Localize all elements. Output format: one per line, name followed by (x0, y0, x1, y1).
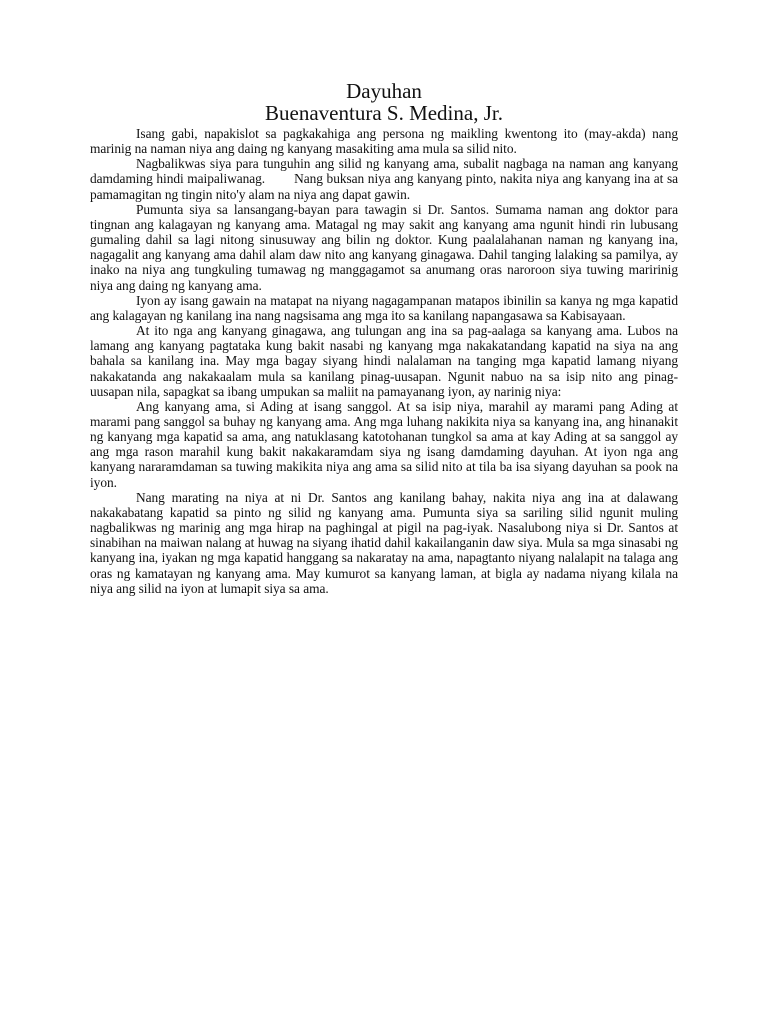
story-title: Dayuhan (346, 79, 422, 103)
story-body (90, 126, 682, 596)
paragraph-6: Ang kanyang ama, si Ading at isang sanggol. At sa isip niya, marahil ay marami pang Ading at marami pang sanggol sa buhay ng kanyang ama. Ang mga luhang nakikita niya sa kanyang ina, ang hinanakit ng kanyang mga kapatid sa ama, ang natuklasang katotohanan tungkol sa ama at kay Ading at sa sanggol ay ang mga rason marahil kung bakit nakakaramdam siya ng isang damdaming dayuhan. At iyon nga ang kanyang nararamdaman sa tuwing makikita niya ang ama sa silid nito at tila ba isa siyang dayuhan sa pook na iyon. (90, 398, 678, 490)
paragraph-4: Iyon ay isang gawain na matapat na niyang nagagampanan matapos ibinilin sa kanya ng mga kapatid ang kalagayan ng kanilang ina nang nagsisama ang mga ito sa kanilang napangasawa sa Kabisayaan. (90, 292, 678, 323)
paragraph-3: Pumunta siya sa lansangang-bayan para tawagin si Dr. Santos. Sumama naman ang doktor para tingnan ang kalagayan ng kanyang ama. Matagal ng may sakit ang kanyang ama ngunit hindi rin lubusang gumaling dahil sa lagi nitong sinusuway ang bilin ng doktor. Kung paalalahanan naman ng kanyang ina, nagagalit ang kanyang ama dahil alam daw nito ang kanyang ginagawa. Dahil tanging lalaking sa pamilya, ay inako na niya ang tungkuling tumawag ng manggagamot sa anumang oras naroroon siya tuwing maririnig niya ang daing ng kanyang ama. (90, 201, 678, 293)
paragraph-1: Isang gabi, napakislot sa pagkakahiga ang persona ng maikling kwentong ito (may-akda) nang marinig na naman niya ang daing ng kanyang masakiting ama mula sa silid nito. (90, 126, 682, 157)
paragraph-5: At ito nga ang kanyang ginagawa, ang tulungan ang ina sa pag-aalaga sa kanyang ama. Lubos na lamang ang kanyang pagtataka kung bakit nasabi ng kanyang mga nakakatandang kapatid na siya na ang bahala sa kanilang ina. May mga bagay siyang hindi nalalaman na tanging mga kapatid lamang niyang nakakatanda ang nakakaalam mula sa kanilang pinag-uusapan. Ngunit nabuo na sa isip nito ang pinag-uusapan nila, sapagkat sa ibang umpukan sa maliit na pamayanang iyon, ay narinig niya: (90, 323, 678, 399)
paragraph-7: Nang marating na niya at ni Dr. Santos ang kanilang bahay, nakita niya ang ina at dalawang nakakabatang kapatid sa pinto ng silid ng kanyang ama. Pumunta siya sa sariling silid ngunit muling nagbalikwas ng marinig ang mga hirap na paghingal at pigil na pag-iyak. Nasalubong niya si Dr. Santos at sinabihan na maiwan nalang at huwag na siyang ihatid dahil kakailanganin daw siya. Mula sa mga sinasabi ng kanyang ina, iyakan ng mga kapatid hanggang sa nakaratay na ama, napagtanto niyang nalalapit na talaga ang oras ng kamatayan ng kanyang ama. May kumurot sa kanyang laman, at bigla ay nadama niyang kilala na niya ang silid na iyon at lumapit siya sa ama. (90, 489, 678, 596)
paragraph-2: Nagbalikwas siya para tunguhin ang silid ng kanyang ama, subalit nagbaga na naman ang kanyang damdaming hindi maipaliwanag. Nang buksan niya ang kanyang pinto, nakita niya ang kanyang ina at sa pamamagitan ng tingin nito'y alam na niya ang dapat gawin. (90, 156, 682, 202)
document-page (90, 79, 682, 596)
story-author: Buenaventura S. Medina, Jr. (265, 101, 503, 125)
